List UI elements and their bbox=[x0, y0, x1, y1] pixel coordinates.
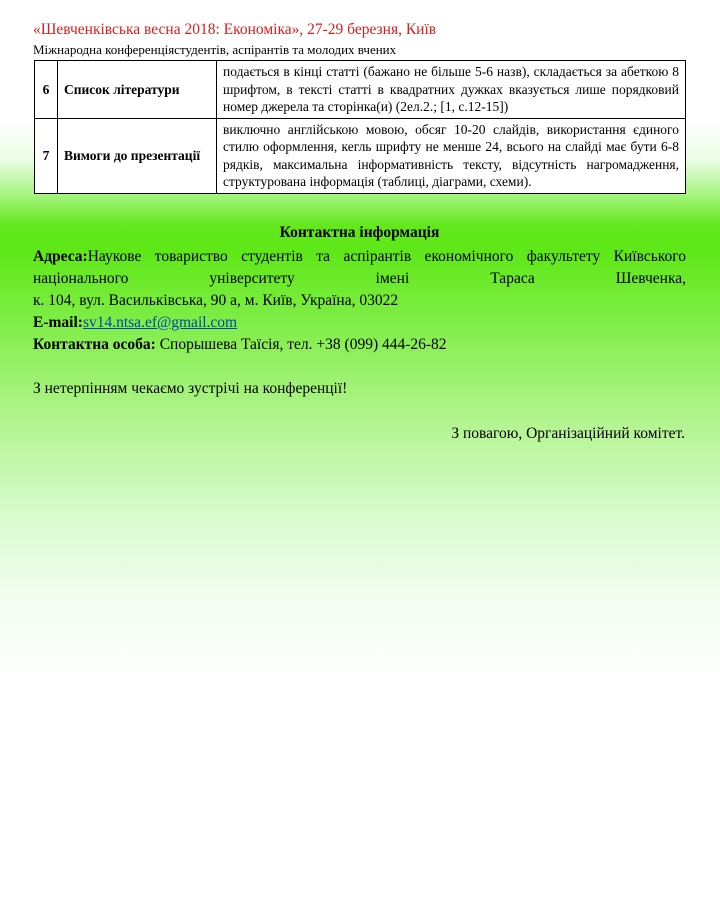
email-label: E-mail: bbox=[33, 314, 83, 331]
row-description: подається в кінці статті (бажано не більше 5-6 назв), складається за абеткою 8 шрифтом, в тексті статті в квадратних дужках вказується лише порядковий номер джерела та сторінка(и) (2ел.2.; [1, с.12-15]) bbox=[217, 61, 686, 119]
address-line-1 bbox=[33, 246, 686, 290]
signature-text: З повагою, Організаційний комітет. bbox=[451, 425, 685, 442]
email-link[interactable]: sv14.ntsa.ef@gmail.com bbox=[82, 314, 238, 331]
closing-text: З нетерпінням чекаємо зустрічі на конференції! bbox=[33, 380, 348, 397]
email-line bbox=[33, 312, 686, 334]
conference-title: «Шевченківська весна 2018: Економіка», 27-29 березня, Київ bbox=[33, 21, 437, 38]
contact-person-line bbox=[33, 334, 686, 356]
contact-person-text: Спорышева Таїсія, тел. +38 (099) 444-26-82 bbox=[155, 336, 447, 353]
row-description: виключно англійською мовою, обсяг 10-20 слайдів, використання єдиного стилю оформлення, кегль шрифту не менше 24, всього на слайді має бути 6-8 рядків, максимальна інформативність тексту, відсутність нагромадження, структурована інформація (таблиці, діаграми, схеми). bbox=[217, 118, 686, 193]
table-row bbox=[35, 118, 686, 193]
row-number: 6 bbox=[35, 61, 58, 119]
table-row bbox=[35, 61, 686, 119]
contact-section bbox=[33, 222, 686, 356]
contact-heading: Контактна інформація bbox=[279, 224, 440, 241]
contact-person-label: Контактна особа: bbox=[33, 336, 156, 353]
address-text: Наукове товариство студентів та аспірантів економічного факультету Київського національного університету імені Тараса Шевченка, bbox=[33, 248, 686, 287]
address-label: Адреса: bbox=[33, 248, 88, 265]
row-title: Вимоги до презентації bbox=[58, 118, 217, 193]
requirements-table bbox=[34, 60, 686, 194]
conference-subtitle: Міжнародна конференціястудентів, аспірантів та молодих вчених bbox=[33, 42, 397, 57]
row-title: Список літератури bbox=[58, 61, 217, 119]
address-line-2: к. 104, вул. Васильківська, 90 а, м. Київ, Україна, 03022 bbox=[33, 292, 399, 309]
row-number: 7 bbox=[35, 118, 58, 193]
